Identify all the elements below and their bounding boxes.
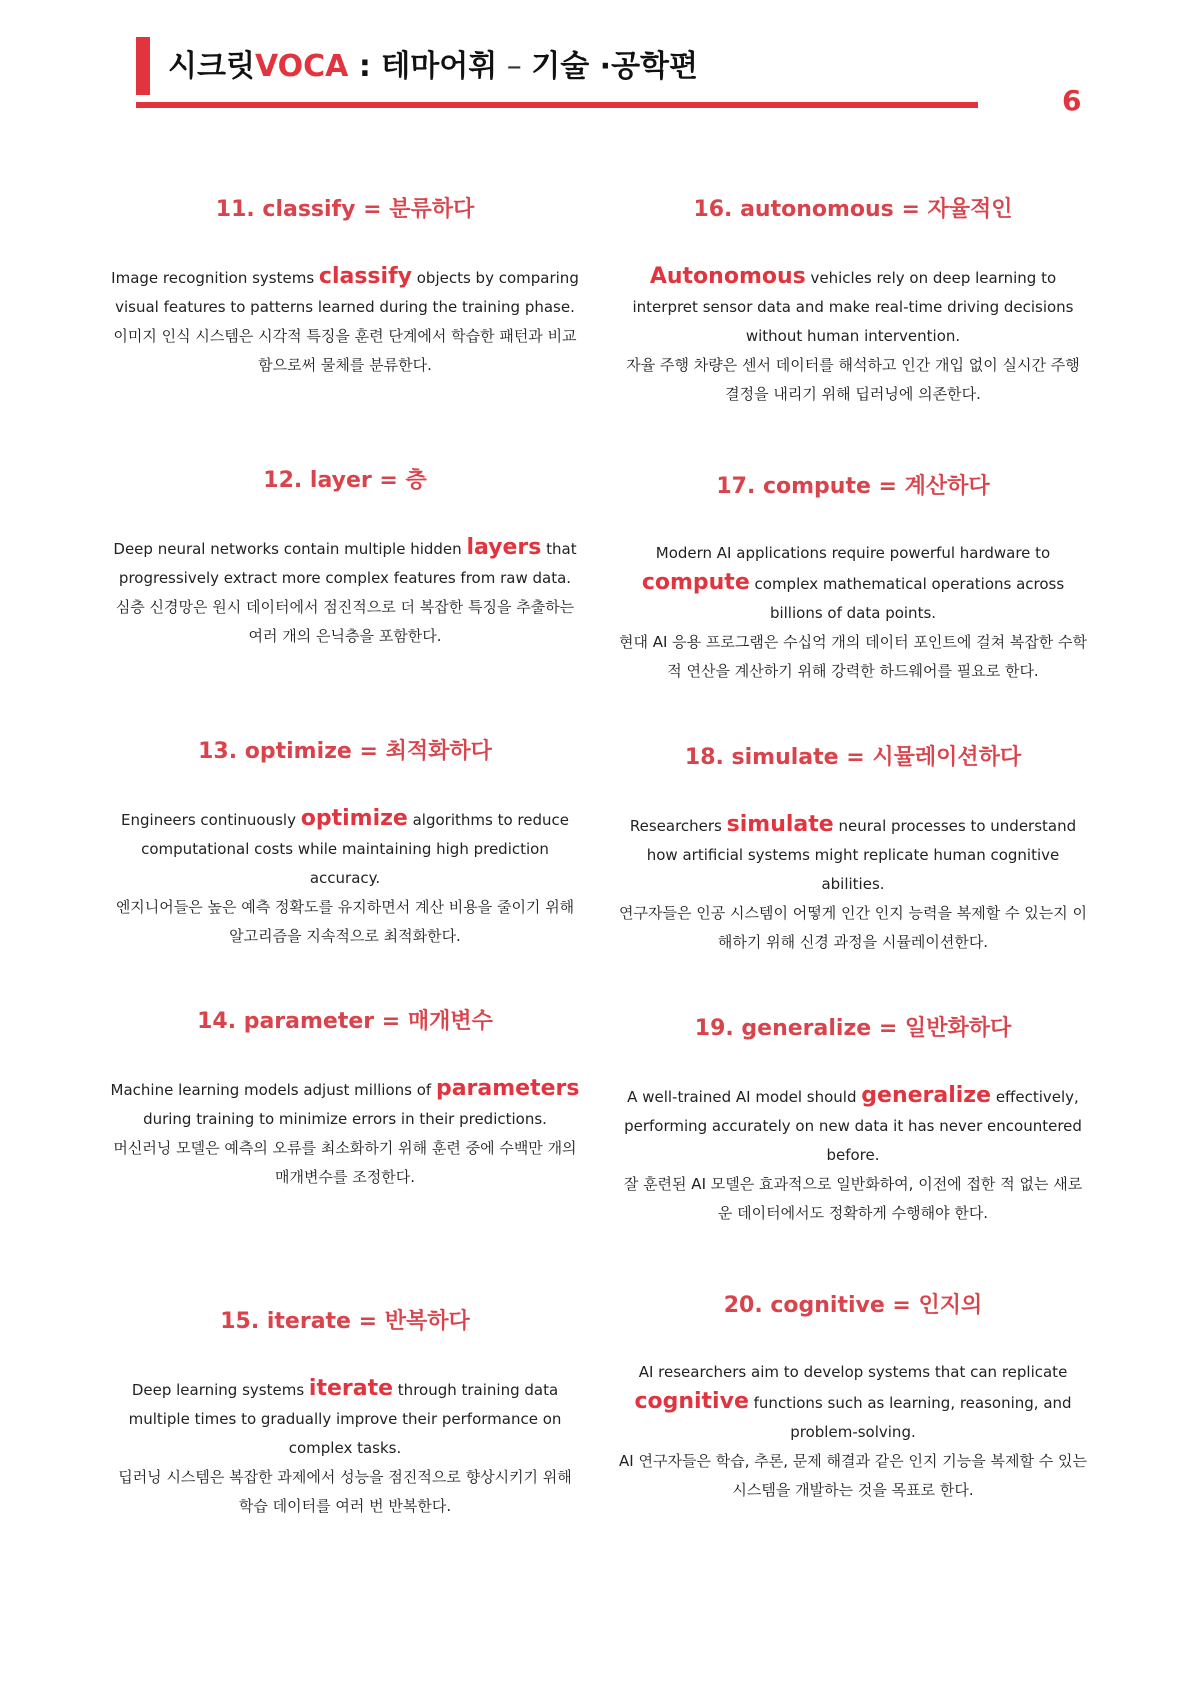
keyword: optimize — [300, 806, 408, 831]
title-prefix: 시크릿 — [168, 49, 255, 84]
entry-body — [618, 1081, 1088, 1228]
title-theme: 테마어휘 — [381, 49, 498, 84]
entry-heading: 19. generalize = 일반화하다 — [694, 1016, 1012, 1041]
page-number: 6 — [1062, 84, 1082, 117]
entry-body — [110, 262, 580, 380]
vocab-entry-11 — [110, 196, 580, 380]
header-accent-bar — [136, 37, 150, 95]
sentence-post: that progressively extract more complex features from raw data. — [118, 540, 577, 587]
korean-translation: 이미지 인식 시스템은 시각적 특징을 훈련 단계에서 학습한 패턴과 비교함으로써 물체를 분류한다. — [113, 327, 577, 374]
english-sentence — [618, 1358, 1088, 1447]
sentence-pre: A well-trained AI model should — [627, 1088, 862, 1106]
korean-translation: AI 연구자들은 학습, 추론, 문제 해결과 같은 인지 기능을 복제할 수 있는 시스템을 개발하는 것을 목표로 한다. — [619, 1452, 1087, 1499]
english-sentence — [618, 539, 1088, 628]
korean-translation: 머신러닝 모델은 예측의 오류를 최소화하기 위해 훈련 중에 수백만 개의 매개변수를 조정한다. — [113, 1139, 577, 1186]
entry-body — [110, 1374, 580, 1521]
keyword: compute — [641, 570, 750, 595]
english-sentence — [618, 810, 1088, 899]
english-sentence — [110, 533, 580, 593]
title-dash: – — [497, 49, 532, 84]
entry-heading: 16. autonomous = 자율적인 — [693, 197, 1013, 222]
sentence-pre: Machine learning models adjust millions of — [110, 1081, 436, 1099]
entry-heading: 18. simulate = 시뮬레이션하다 — [684, 745, 1022, 770]
sentence-pre: Modern AI applications require powerful hardware to — [655, 544, 1051, 562]
sentence-post: complex mathematical operations across billions of data points. — [749, 575, 1065, 622]
entry-body — [110, 804, 580, 951]
korean-translation: 자율 주행 차량은 센서 데이터를 해석하고 인간 개입 없이 실시간 주행 결정을 내리기 위해 딥러닝에 의존한다. — [626, 356, 1080, 403]
title-topic: 기술 ·공학편 — [531, 49, 699, 84]
korean-translation: 잘 훈련된 AI 모델은 효과적으로 일반화하여, 이전에 접한 적 없는 새로운 데이터에서도 정확하게 수행해야 한다. — [623, 1175, 1083, 1222]
vocab-entry-12 — [110, 467, 580, 651]
entry-body — [110, 1074, 580, 1192]
entry-heading: 15. iterate = 반복하다 — [220, 1309, 470, 1334]
english-sentence — [618, 1081, 1088, 1170]
vocab-entry-19 — [618, 1015, 1088, 1228]
entry-body — [618, 262, 1088, 409]
entry-heading: 20. cognitive = 인지의 — [723, 1293, 983, 1318]
keyword: cognitive — [634, 1389, 749, 1414]
vocab-entry-18 — [618, 744, 1088, 957]
sentence-post: algorithms to reduce computational costs while maintaining high prediction accuracy. — [141, 811, 569, 887]
keyword: parameters — [435, 1076, 580, 1101]
entry-heading: 12. layer = 층 — [263, 468, 427, 493]
keyword: Autonomous — [649, 264, 806, 289]
title-brand: VOCA — [254, 49, 349, 84]
sentence-pre: Deep learning systems — [131, 1381, 309, 1399]
english-sentence — [110, 804, 580, 893]
sentence-post: through training data multiple times to gradually improve their performance on complex tasks. — [128, 1381, 562, 1457]
vocab-entry-15 — [110, 1308, 580, 1521]
korean-translation: 연구자들은 인공 시스템이 어떻게 인간 인지 능력을 복제할 수 있는지 이해하기 위해 신경 과정을 시뮬레이션한다. — [619, 904, 1087, 951]
page-title — [168, 49, 699, 84]
vocab-entry-13 — [110, 738, 580, 951]
entry-heading: 14. parameter = 매개변수 — [197, 1009, 493, 1034]
sentence-post: effectively, performing accurately on new data it has never encountered before. — [624, 1088, 1082, 1164]
korean-translation: 현대 AI 응용 프로그램은 수십억 개의 데이터 포인트에 걸쳐 복잡한 수학적 연산을 계산하기 위해 강력한 하드웨어를 필요로 한다. — [618, 633, 1088, 680]
keyword: classify — [318, 264, 412, 289]
entry-heading: 11. classify = 분류하다 — [215, 197, 475, 222]
sentence-pre: Image recognition systems — [111, 269, 319, 287]
korean-translation: 심층 신경망은 원시 데이터에서 점진적으로 더 복잡한 특징을 추출하는 여러 개의 은닉층을 포함한다. — [115, 598, 575, 645]
sentence-post: objects by comparing visual features to patterns learned during the training phase. — [115, 269, 579, 316]
keyword: layers — [466, 535, 542, 560]
vocab-entry-14 — [110, 1008, 580, 1192]
english-sentence — [618, 262, 1088, 351]
vocab-entry-17 — [618, 473, 1088, 686]
entry-body — [618, 1358, 1088, 1505]
keyword: iterate — [308, 1376, 394, 1401]
vocab-entry-20 — [618, 1292, 1088, 1505]
header-underline — [136, 102, 978, 108]
english-sentence — [110, 262, 580, 322]
title-colon: : — [348, 49, 382, 84]
sentence-pre: Deep neural networks contain multiple hidden — [113, 540, 467, 558]
sentence-post: functions such as learning, reasoning, and problem-solving. — [748, 1394, 1072, 1441]
entry-heading: 17. compute = 계산하다 — [716, 474, 990, 499]
vocab-entry-16 — [618, 196, 1088, 409]
entry-body — [110, 533, 580, 651]
sentence-post: neural processes to understand how artificial systems might replicate human cognitive abilities. — [646, 817, 1077, 893]
sentence-post: vehicles rely on deep learning to interpret sensor data and make real-time driving decisions without human intervention. — [632, 269, 1074, 345]
sentence-pre: AI researchers aim to develop systems that can replicate — [638, 1363, 1068, 1381]
english-sentence — [110, 1074, 580, 1134]
keyword: generalize — [861, 1083, 992, 1108]
entry-heading: 13. optimize = 최적화하다 — [198, 739, 492, 764]
sentence-pre: Researchers — [629, 817, 727, 835]
sentence-pre: Engineers continuously — [121, 811, 301, 829]
sentence-post: during training to minimize errors in their predictions. — [143, 1110, 547, 1128]
entry-body — [618, 539, 1088, 686]
korean-translation: 딥러닝 시스템은 복잡한 과제에서 성능을 점진적으로 향상시키기 위해 학습 데이터를 여러 번 반복한다. — [118, 1468, 572, 1515]
entry-body — [618, 810, 1088, 957]
english-sentence — [110, 1374, 580, 1463]
keyword: simulate — [726, 812, 834, 837]
korean-translation: 엔지니어들은 높은 예측 정확도를 유지하면서 계산 비용을 줄이기 위해 알고리즘을 지속적으로 최적화한다. — [115, 898, 575, 945]
